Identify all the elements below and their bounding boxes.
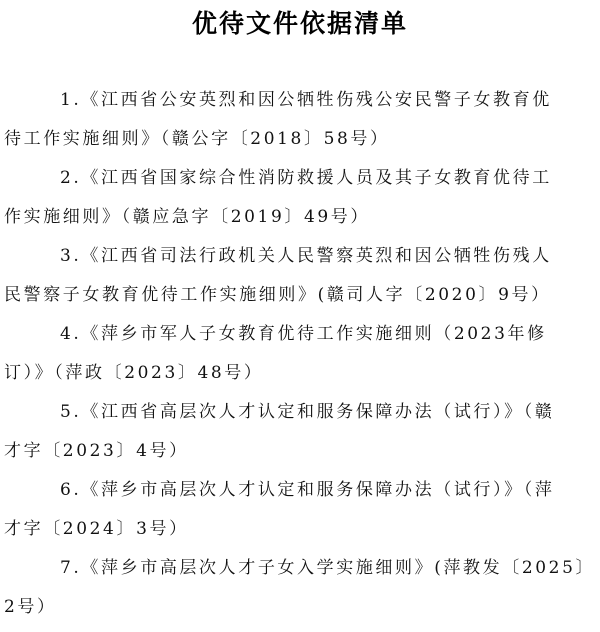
- list-item-7-line-2: 2号）: [4, 597, 57, 617]
- list-item-1-line-1: 1.《江西省公安英烈和因公牺牲伤残公安民警子女教育优: [60, 90, 552, 110]
- list-item-7: [0, 554, 600, 632]
- list-item-7-line-1: 7.《萍乡市高层次人才子女入学实施细则》(萍教发〔2025〕: [60, 558, 596, 578]
- list-item-2-line-1: 2.《江西省国家综合性消防救援人员及其子女教育优待工: [60, 168, 552, 188]
- list-item-1-line-2: 待工作实施细则》（赣公字〔2018〕58号）: [4, 129, 390, 149]
- list-item-6-line-2: 才字〔2024〕3号）: [4, 519, 189, 539]
- list-item-5: [0, 398, 600, 476]
- list-item-2-line-2: 作实施细则》（赣应急字〔2019〕49号）: [4, 207, 370, 227]
- list-item-3-line-2: 民警察子女教育优待工作实施细则》(赣司人字〔2020〕9号）: [4, 285, 551, 305]
- list-item-3: [0, 242, 600, 320]
- list-item-6: [0, 476, 600, 554]
- list-item-4-line-1: 4.《萍乡市军人子女教育优待工作实施细则（2023年修: [60, 324, 547, 344]
- list-item-2: [0, 164, 600, 242]
- list-item-1: [0, 86, 600, 164]
- list-item-4-line-2: 订）》（萍政〔2023〕48号）: [4, 363, 264, 383]
- document-title: 优待文件依据清单: [191, 9, 408, 38]
- list-item-5-line-1: 5.《江西省高层次人才认定和服务保障办法（试行）》（赣: [60, 402, 555, 422]
- list-item-5-line-2: 才字〔2023〕4号）: [4, 441, 189, 461]
- list-item-6-line-1: 6.《萍乡市高层次人才认定和服务保障办法（试行）》（萍: [60, 480, 555, 500]
- list-item-4: [0, 320, 600, 398]
- document-list: [0, 86, 600, 632]
- list-item-3-line-1: 3.《江西省司法行政机关人民警察英烈和因公牺牲伤残人: [60, 246, 552, 266]
